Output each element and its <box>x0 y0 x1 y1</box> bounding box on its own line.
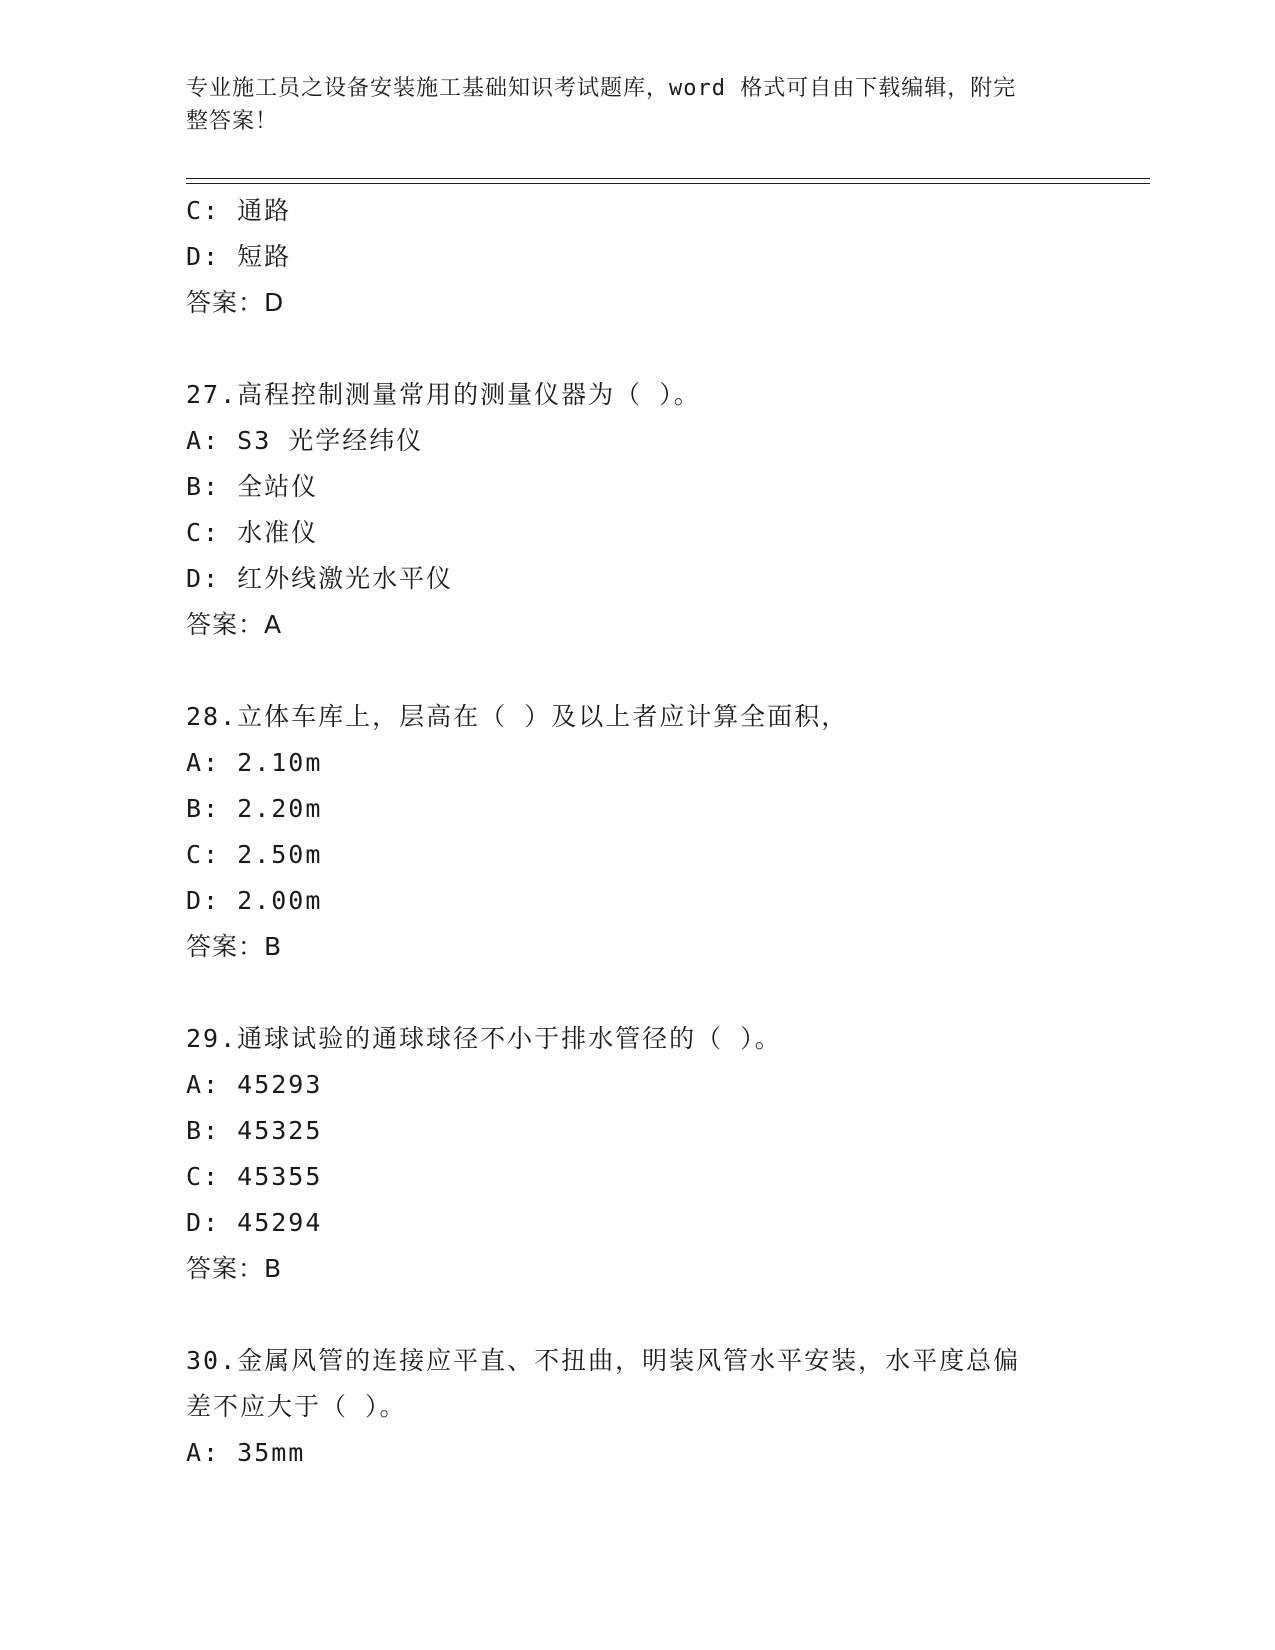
question-27 <box>186 372 1086 648</box>
question-stem-line-2: 差不应大于（ ）。 <box>186 1392 407 1421</box>
option-b: B: 45325 <box>186 1116 323 1145</box>
spacer <box>186 648 1086 694</box>
option-d: D: 45294 <box>186 1208 323 1237</box>
header-rule-top <box>186 178 1150 179</box>
option-b: B: 2.20m <box>186 794 323 823</box>
spacer <box>186 326 1086 372</box>
spacer <box>186 1292 1086 1338</box>
question-29 <box>186 1016 1086 1292</box>
header-line-1: 专业施工员之设备安装施工基础知识考试题库，word 格式可自由下载编辑，附完 <box>186 76 1017 101</box>
answer: 答案：A <box>186 610 283 639</box>
answer: 答案：B <box>186 932 283 961</box>
option-c: C: 45355 <box>186 1162 323 1191</box>
option-d: D: 2.00m <box>186 886 323 915</box>
option-c: C: 通路 <box>186 196 292 225</box>
header-rule-bottom <box>186 183 1150 184</box>
option-d: D: 红外线激光水平仪 <box>186 564 454 593</box>
option-a: A: 2.10m <box>186 748 323 777</box>
option-a: A: 35mm <box>186 1438 306 1467</box>
question-stem: 27.高程控制测量常用的测量仪器为（ ）。 <box>186 380 701 409</box>
option-c: C: 水准仪 <box>186 518 319 547</box>
spacer <box>186 970 1086 1016</box>
question-30 <box>186 1338 1086 1476</box>
option-b: B: 全站仪 <box>186 472 319 501</box>
option-a: A: 45293 <box>186 1070 323 1099</box>
question-list <box>186 188 1086 1476</box>
question-stem: 28.立体车库上，层高在（ ）及以上者应计算全面积， <box>186 702 849 731</box>
answer: 答案：B <box>186 1254 283 1283</box>
question-stem: 29.通球试验的通球球径不小于排水管径的（ ）。 <box>186 1024 782 1053</box>
answer: 答案：D <box>186 288 285 317</box>
document-header <box>186 72 1066 138</box>
option-a: A: S3 光学经纬仪 <box>186 426 424 455</box>
question-28 <box>186 694 1086 970</box>
option-c: C: 2.50m <box>186 840 323 869</box>
header-line-2: 整答案！ <box>186 109 279 134</box>
question-stem-line-1: 30.金属风管的连接应平直、不扭曲，明装风管水平安装，水平度总偏 <box>186 1346 1021 1375</box>
option-d: D: 短路 <box>186 242 292 271</box>
question-26-tail <box>186 188 1086 326</box>
